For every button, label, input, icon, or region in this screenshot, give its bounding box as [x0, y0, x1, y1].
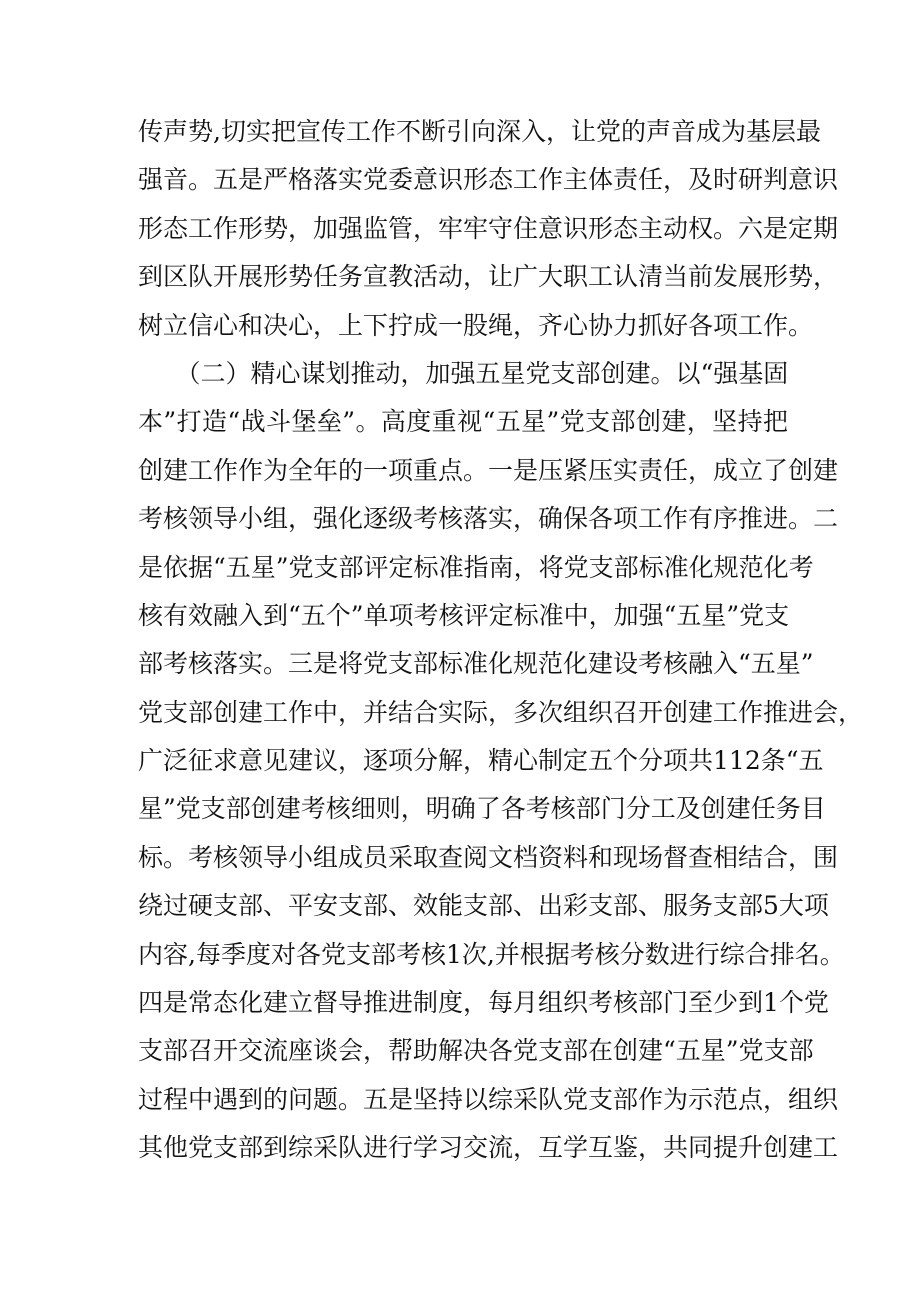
- text-line: 到区队开展形势任务宣教活动，让广大职工认清当前发展形势，: [138, 262, 839, 292]
- text-line: 四是常态化建立督导推进制度，每月组织考核部门至少到1个党: [138, 988, 829, 1018]
- section-heading-line: （二）精心谋划推动，加强五星党支部创建。以“强基固: [138, 358, 789, 388]
- text-line: 强音。五是严格落实党委意识形态工作主体责任，及时研判意识: [138, 165, 839, 195]
- text-line: 广泛征求意见建议，逐项分解，精心制定五个分项共112条“五: [138, 746, 824, 776]
- text-line: 党支部创建工作中，并结合实际，多次组织召开创建工作推进会，: [138, 697, 864, 727]
- document-body: [138, 108, 864, 1173]
- text-line: 其他党支部到综采队进行学习交流，互学互鉴，共同提升创建工: [138, 1133, 839, 1163]
- text-line: 过程中遇到的问题。五是坚持以综采队党支部作为示范点，组织: [138, 1084, 839, 1114]
- text-line: 内容,每季度对各党支部考核1次,并根据考核分数进行综合排名。: [138, 939, 845, 969]
- text-line: 本”打造“战斗堡垒”。高度重视“五星”党支部创建，坚持把: [138, 407, 788, 437]
- text-line: 核有效融入到“五个”单项考核评定标准中，加强“五星”党支: [138, 600, 790, 630]
- text-line: 标。考核领导小组成员采取查阅文档资料和现场督查相结合，围: [138, 842, 839, 872]
- text-line: 绕过硬支部、平安支部、效能支部、出彩支部、服务支部5大项: [138, 891, 829, 921]
- paragraph-end-line: 树立信心和决心，上下拧成一股绳，齐心协力抓好各项工作。: [138, 310, 814, 340]
- text-line: 支部召开交流座谈会，帮助解决各党支部在创建“五星”党支部: [138, 1036, 814, 1066]
- text-line: 考核领导小组，强化逐级考核落实，确保各项工作有序推进。二: [138, 504, 839, 534]
- text-line: 创建工作作为全年的一项重点。一是压紧压实责任，成立了创建: [138, 455, 839, 485]
- text-line: 部考核落实。三是将党支部标准化规范化建设考核融入“五星”: [138, 649, 814, 679]
- text-line: 星”党支部创建考核细则，明确了各考核部门分工及创建任务目: [138, 794, 826, 824]
- text-line: 形态工作形势，加强监管，牢牢守住意识形态主动权。六是定期: [138, 213, 839, 243]
- text-line: 传声势,切实把宣传工作不断引向深入，让党的声音成为基层最: [138, 117, 821, 146]
- text-line: 是依据“五星”党支部评定标准指南，将党支部标准化规范化考: [138, 552, 814, 582]
